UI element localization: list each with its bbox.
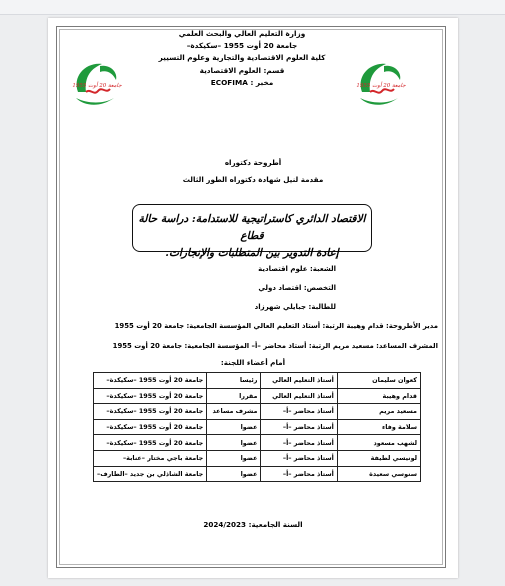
jury-member-institution: جامعة 20 أوت 1955 –سكيكدة– [94, 373, 207, 389]
thesis-title-line-2: إعادة التدوير بين المتطلبات والإنجازات. [165, 247, 339, 259]
jury-member-institution: جامعة 20 أوت 1955 –سكيكدة– [94, 435, 207, 451]
institution-header [120, 28, 364, 89]
branch: الشعبة: علوم اقتصادية [258, 265, 336, 273]
jury-member-role: مقررا [207, 388, 261, 404]
jury-member-name: لونيسي لطيفة [337, 450, 420, 466]
jury-member-name: مسعيد مريم [337, 404, 420, 420]
thesis-type: أطروحة دكتوراه [224, 158, 282, 167]
jury-member-name: سنوسي سعيدة [337, 466, 420, 482]
academic-year: السنة الجامعية: 2024/2023 [203, 520, 303, 529]
specialty: التخصص: اقتصاد دولي [258, 284, 336, 292]
jury-member-institution: جامعة الشاذلي بن جديد –الطارف– [94, 466, 207, 482]
jury-member-name: كعوان سليمان [337, 373, 420, 389]
jury-member-role: عضوا [207, 435, 261, 451]
logo-text: جامعة 20 أوت 1955 [72, 83, 122, 89]
svg-text:جامعة 20 أوت 1955: جامعة 20 أوت 1955 [356, 83, 406, 89]
document-page [48, 18, 458, 578]
jury-member-rank: أستاذ محاضر –أ– [261, 450, 337, 466]
laboratory: مخبر : ECOFIMA [210, 77, 274, 87]
jury-member-role: عضوا [207, 466, 261, 482]
jury-row [94, 373, 421, 389]
jury-member-rank: أستاذ محاضر –أ– [261, 435, 337, 451]
jury-member-role: عضوا [207, 450, 261, 466]
jury-row [94, 419, 421, 435]
jury-row [94, 435, 421, 451]
thesis-purpose: مقدمة لنيل شهادة دكتوراه الطور الثالث [182, 175, 324, 184]
jury-row [94, 450, 421, 466]
jury-member-institution: جامعة باجي مختار –عنابة– [94, 450, 207, 466]
university-logo-left [70, 58, 122, 110]
jury-member-rank: أستاذ التعليم العالي [261, 388, 337, 404]
jury-row [94, 466, 421, 482]
jury-member-name: لشهب مسعود [337, 435, 420, 451]
jury-table [93, 372, 421, 482]
jury-member-rank: أستاذ التعليم العالي [261, 373, 337, 389]
thesis-title-line-1: الاقتصاد الدائري كاستراتيجية للاستدامة: دراسة حالة قطاع [138, 213, 366, 242]
jury-member-role: عضوا [207, 419, 261, 435]
jury-member-name: سلامة وفاء [337, 419, 420, 435]
co-supervisor: المشرف المساعد: مسعيد مريم الرتبة: أستاذ محاضر –أ– المؤسسة الجامعية: جامعة 20 أوت 1955 [112, 342, 438, 350]
thesis-director: مدير الأطروحة: قدام وهيبة الرتبة: أستاذ التعليم العالي المؤسسة الجامعية: جامعة 20 أوت 1955 [114, 322, 438, 330]
viewer-toolbar [0, 0, 505, 15]
thesis-title-box [132, 204, 372, 259]
ministry-name: وزارة التعليم العالي والبحث العلمي [178, 29, 306, 38]
faculty-name: كلية العلوم الاقتصادية والتجارية وعلوم التسيير [158, 53, 326, 63]
student-name: للطالبة: جبايلي شهرزاد [254, 303, 336, 311]
university-name: جامعة 20 أوت 1955 –سكيكدة– [186, 41, 298, 51]
jury-member-institution: جامعة 20 أوت 1955 –سكيكدة– [94, 419, 207, 435]
jury-member-role: رئيسا [207, 373, 261, 389]
jury-row [94, 388, 421, 404]
jury-row [94, 404, 421, 420]
jury-member-institution: جامعة 20 أوت 1955 –سكيكدة– [94, 388, 207, 404]
department-name: قسم: العلوم الاقتصادية [199, 65, 285, 75]
jury-member-rank: أستاذ محاضر –أ– [261, 466, 337, 482]
jury-member-role: مشرف مساعد [207, 404, 261, 420]
jury-member-institution: جامعة 20 أوت 1955 –سكيكدة– [94, 404, 207, 420]
jury-member-name: قدام وهيبة [337, 388, 420, 404]
jury-title: أمام أعضاء اللجنة: [220, 358, 286, 367]
jury-member-rank: أستاذ محاضر –أ– [261, 404, 337, 420]
jury-member-rank: أستاذ محاضر –أ– [261, 419, 337, 435]
